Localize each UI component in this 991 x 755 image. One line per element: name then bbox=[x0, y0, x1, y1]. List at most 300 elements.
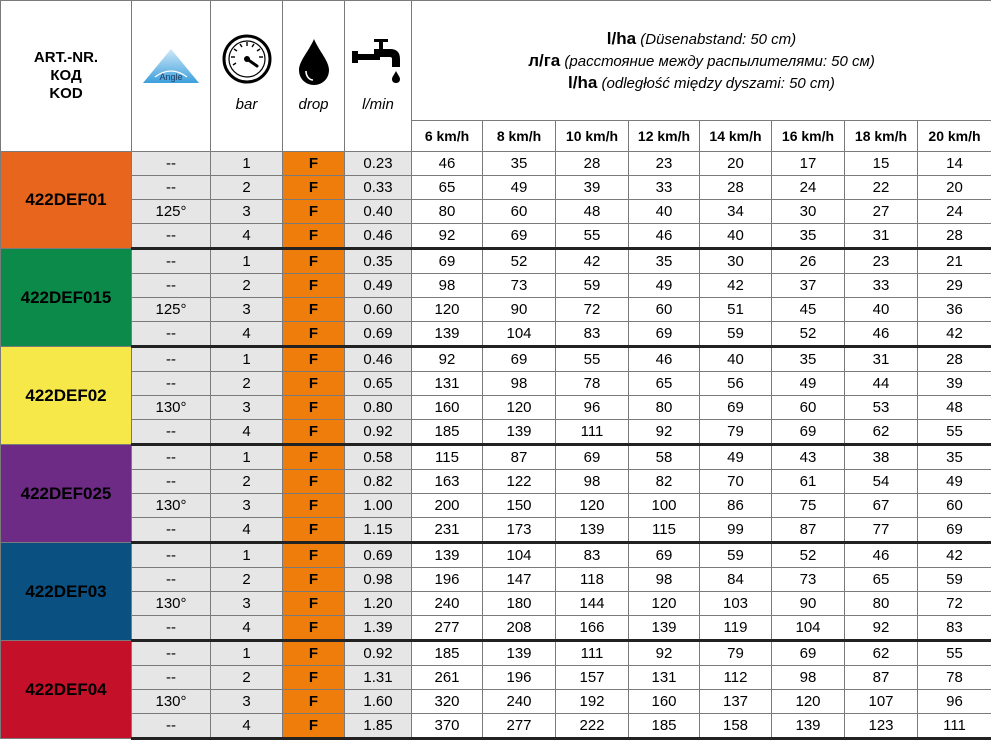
rate-cell: 261 bbox=[412, 666, 483, 690]
rate-cell: 52 bbox=[483, 249, 556, 274]
drop-label: drop bbox=[298, 96, 329, 113]
rate-cell: 185 bbox=[629, 714, 700, 739]
rate-cell: 111 bbox=[556, 420, 629, 445]
rate-cell: 28 bbox=[918, 347, 991, 372]
rate-cell: 92 bbox=[629, 420, 700, 445]
angle-cell: 130° bbox=[132, 592, 211, 616]
rate-cell: 158 bbox=[700, 714, 772, 739]
table-row bbox=[1, 322, 991, 347]
rate-cell: 46 bbox=[629, 347, 700, 372]
drop-size-cell: F bbox=[283, 518, 345, 543]
angle-header bbox=[132, 1, 211, 152]
rate-cell: 35 bbox=[483, 152, 556, 176]
table-row bbox=[1, 470, 991, 494]
rate-cell: 35 bbox=[629, 249, 700, 274]
angle-cell: -- bbox=[132, 641, 211, 666]
nozzle-rows bbox=[1, 152, 991, 739]
rate-cell: 48 bbox=[918, 396, 991, 420]
bar-header bbox=[211, 1, 283, 152]
rate-cell: 39 bbox=[556, 176, 629, 200]
table-row bbox=[1, 592, 991, 616]
rate-cell: 69 bbox=[629, 543, 700, 568]
rate-cell: 139 bbox=[412, 322, 483, 347]
rate-cell: 31 bbox=[845, 224, 918, 249]
speed-header: 6 km/h bbox=[412, 121, 483, 152]
drop-size-cell: F bbox=[283, 176, 345, 200]
drop-size-cell: F bbox=[283, 347, 345, 372]
rate-cell: 115 bbox=[412, 445, 483, 470]
angle-cell: 125° bbox=[132, 200, 211, 224]
rate-cell: 21 bbox=[918, 249, 991, 274]
rate-cell: 40 bbox=[700, 347, 772, 372]
rate-cell: 185 bbox=[412, 641, 483, 666]
rate-cell: 118 bbox=[556, 568, 629, 592]
lha-line-ru: л/га (расстояние между распылителями: 50 см) bbox=[528, 50, 875, 70]
flow-rate-cell: 0.23 bbox=[345, 152, 412, 176]
rate-cell: 53 bbox=[845, 396, 918, 420]
rate-cell: 200 bbox=[412, 494, 483, 518]
rate-cell: 40 bbox=[845, 298, 918, 322]
table-row bbox=[1, 568, 991, 592]
rate-cell: 20 bbox=[918, 176, 991, 200]
flow-rate-cell: 1.00 bbox=[345, 494, 412, 518]
table-row bbox=[1, 641, 991, 666]
rate-cell: 163 bbox=[412, 470, 483, 494]
table-row bbox=[1, 616, 991, 641]
drop-size-cell: F bbox=[283, 714, 345, 739]
rate-cell: 196 bbox=[483, 666, 556, 690]
pressure-cell: 3 bbox=[211, 396, 283, 420]
angle-cell: -- bbox=[132, 224, 211, 249]
nozzle-code: 422DEF02 bbox=[1, 347, 132, 445]
flow-rate-cell: 1.39 bbox=[345, 616, 412, 641]
rate-cell: 69 bbox=[772, 641, 845, 666]
angle-cell: -- bbox=[132, 176, 211, 200]
rate-cell: 39 bbox=[918, 372, 991, 396]
rate-cell: 120 bbox=[629, 592, 700, 616]
rate-cell: 38 bbox=[845, 445, 918, 470]
rate-cell: 139 bbox=[483, 641, 556, 666]
rate-cell: 42 bbox=[918, 322, 991, 347]
rate-cell: 79 bbox=[700, 641, 772, 666]
pressure-cell: 2 bbox=[211, 568, 283, 592]
flow-rate-cell: 0.60 bbox=[345, 298, 412, 322]
flow-rate-cell: 0.46 bbox=[345, 347, 412, 372]
nozzle-code: 422DEF015 bbox=[1, 249, 132, 347]
rate-cell: 96 bbox=[556, 396, 629, 420]
drop-size-cell: F bbox=[283, 494, 345, 518]
flow-rate-cell: 1.31 bbox=[345, 666, 412, 690]
rate-cell: 92 bbox=[412, 347, 483, 372]
rate-cell: 55 bbox=[918, 420, 991, 445]
table-row bbox=[1, 298, 991, 322]
angle-icon bbox=[141, 47, 201, 91]
rate-cell: 15 bbox=[845, 152, 918, 176]
rate-cell: 69 bbox=[412, 249, 483, 274]
rate-cell: 98 bbox=[772, 666, 845, 690]
pressure-cell: 2 bbox=[211, 372, 283, 396]
angle-cell: -- bbox=[132, 445, 211, 470]
lha-line-pl: l/ha (odległość między dyszami: 50 cm) bbox=[568, 72, 835, 92]
rate-cell: 69 bbox=[483, 347, 556, 372]
angle-cell: -- bbox=[132, 420, 211, 445]
rate-cell: 69 bbox=[629, 322, 700, 347]
table-row bbox=[1, 445, 991, 470]
pressure-cell: 2 bbox=[211, 470, 283, 494]
rate-cell: 73 bbox=[772, 568, 845, 592]
pressure-cell: 2 bbox=[211, 666, 283, 690]
rate-cell: 104 bbox=[483, 543, 556, 568]
rate-cell: 222 bbox=[556, 714, 629, 739]
rate-cell: 60 bbox=[772, 396, 845, 420]
pressure-cell: 1 bbox=[211, 445, 283, 470]
rate-cell: 54 bbox=[845, 470, 918, 494]
rate-cell: 160 bbox=[412, 396, 483, 420]
rate-cell: 104 bbox=[772, 616, 845, 641]
rate-cell: 44 bbox=[845, 372, 918, 396]
art-label-line: KOD bbox=[49, 85, 83, 102]
angle-cell: -- bbox=[132, 152, 211, 176]
rate-cell: 26 bbox=[772, 249, 845, 274]
rate-cell: 87 bbox=[845, 666, 918, 690]
drop-size-cell: F bbox=[283, 592, 345, 616]
drop-size-cell: F bbox=[283, 543, 345, 568]
flow-rate-cell: 0.49 bbox=[345, 274, 412, 298]
rate-cell: 27 bbox=[845, 200, 918, 224]
rate-cell: 70 bbox=[700, 470, 772, 494]
rate-cell: 86 bbox=[700, 494, 772, 518]
rate-cell: 139 bbox=[629, 616, 700, 641]
rate-cell: 139 bbox=[483, 420, 556, 445]
rate-cell: 120 bbox=[772, 690, 845, 714]
table-row bbox=[1, 690, 991, 714]
rate-cell: 46 bbox=[629, 224, 700, 249]
rate-cell: 55 bbox=[918, 641, 991, 666]
pressure-cell: 2 bbox=[211, 176, 283, 200]
rate-cell: 45 bbox=[772, 298, 845, 322]
rate-cell: 28 bbox=[918, 224, 991, 249]
rate-cell: 20 bbox=[700, 152, 772, 176]
pressure-cell: 1 bbox=[211, 347, 283, 372]
rate-cell: 59 bbox=[700, 322, 772, 347]
rate-cell: 40 bbox=[629, 200, 700, 224]
rate-cell: 104 bbox=[483, 322, 556, 347]
rate-cell: 90 bbox=[772, 592, 845, 616]
rate-cell: 83 bbox=[556, 543, 629, 568]
rate-cell: 28 bbox=[556, 152, 629, 176]
pressure-cell: 3 bbox=[211, 200, 283, 224]
rate-cell: 111 bbox=[556, 641, 629, 666]
pressure-cell: 1 bbox=[211, 249, 283, 274]
rate-cell: 59 bbox=[556, 274, 629, 298]
drop-size-cell: F bbox=[283, 641, 345, 666]
rate-cell: 277 bbox=[483, 714, 556, 739]
rate-cell: 119 bbox=[700, 616, 772, 641]
rate-cell: 208 bbox=[483, 616, 556, 641]
flow-rate-cell: 0.92 bbox=[345, 641, 412, 666]
droplet-icon bbox=[297, 37, 331, 87]
rate-cell: 31 bbox=[845, 347, 918, 372]
rate-cell: 150 bbox=[483, 494, 556, 518]
rate-cell: 62 bbox=[845, 641, 918, 666]
flow-rate-cell: 1.60 bbox=[345, 690, 412, 714]
rate-cell: 100 bbox=[629, 494, 700, 518]
rate-cell: 56 bbox=[700, 372, 772, 396]
rate-cell: 180 bbox=[483, 592, 556, 616]
rate-cell: 83 bbox=[556, 322, 629, 347]
drop-size-cell: F bbox=[283, 470, 345, 494]
table-row bbox=[1, 518, 991, 543]
rate-cell: 73 bbox=[483, 274, 556, 298]
rate-cell: 92 bbox=[629, 641, 700, 666]
table-row bbox=[1, 372, 991, 396]
rate-cell: 173 bbox=[483, 518, 556, 543]
drop-size-cell: F bbox=[283, 224, 345, 249]
rate-cell: 157 bbox=[556, 666, 629, 690]
rate-cell: 75 bbox=[772, 494, 845, 518]
rate-cell: 28 bbox=[700, 176, 772, 200]
angle-cell: -- bbox=[132, 714, 211, 739]
rate-cell: 90 bbox=[483, 298, 556, 322]
drop-size-cell: F bbox=[283, 322, 345, 347]
rate-cell: 58 bbox=[629, 445, 700, 470]
art-label-line: КОД bbox=[50, 67, 82, 84]
rate-cell: 72 bbox=[556, 298, 629, 322]
pressure-cell: 1 bbox=[211, 152, 283, 176]
angle-cell: -- bbox=[132, 249, 211, 274]
rate-cell: 107 bbox=[845, 690, 918, 714]
angle-cell: 130° bbox=[132, 396, 211, 420]
flow-rate-cell: 0.82 bbox=[345, 470, 412, 494]
rate-cell: 46 bbox=[845, 322, 918, 347]
rate-cell: 98 bbox=[556, 470, 629, 494]
speed-header: 10 km/h bbox=[556, 121, 629, 152]
pressure-cell: 4 bbox=[211, 714, 283, 739]
table-row bbox=[1, 396, 991, 420]
flow-rate-cell: 0.40 bbox=[345, 200, 412, 224]
drop-header bbox=[283, 1, 345, 152]
rate-cell: 69 bbox=[556, 445, 629, 470]
rate-cell: 37 bbox=[772, 274, 845, 298]
pressure-cell: 1 bbox=[211, 641, 283, 666]
application-rate-header bbox=[412, 1, 991, 121]
rate-cell: 160 bbox=[629, 690, 700, 714]
flow-rate-cell: 0.98 bbox=[345, 568, 412, 592]
rate-cell: 111 bbox=[918, 714, 991, 739]
rate-cell: 99 bbox=[700, 518, 772, 543]
table-row bbox=[1, 176, 991, 200]
pressure-cell: 3 bbox=[211, 592, 283, 616]
angle-cell: -- bbox=[132, 372, 211, 396]
nozzle-code: 422DEF025 bbox=[1, 445, 132, 543]
rate-cell: 33 bbox=[629, 176, 700, 200]
flow-rate-cell: 0.46 bbox=[345, 224, 412, 249]
rate-cell: 42 bbox=[556, 249, 629, 274]
rate-cell: 30 bbox=[772, 200, 845, 224]
flow-rate-cell: 0.33 bbox=[345, 176, 412, 200]
angle-cell: -- bbox=[132, 347, 211, 372]
angle-cell: -- bbox=[132, 543, 211, 568]
table-row bbox=[1, 224, 991, 249]
flow-rate-cell: 1.15 bbox=[345, 518, 412, 543]
pressure-cell: 4 bbox=[211, 518, 283, 543]
table-row bbox=[1, 347, 991, 372]
rate-cell: 320 bbox=[412, 690, 483, 714]
rate-cell: 55 bbox=[556, 347, 629, 372]
rate-cell: 22 bbox=[845, 176, 918, 200]
rate-cell: 92 bbox=[412, 224, 483, 249]
drop-size-cell: F bbox=[283, 445, 345, 470]
rate-cell: 78 bbox=[556, 372, 629, 396]
rate-cell: 103 bbox=[700, 592, 772, 616]
rate-cell: 92 bbox=[845, 616, 918, 641]
rate-cell: 122 bbox=[483, 470, 556, 494]
lha-line-de: l/ha (Düsenabstand: 50 cm) bbox=[606, 28, 797, 48]
speed-header: 14 km/h bbox=[700, 121, 772, 152]
rate-cell: 55 bbox=[556, 224, 629, 249]
rate-cell: 46 bbox=[412, 152, 483, 176]
rate-cell: 60 bbox=[918, 494, 991, 518]
rate-cell: 48 bbox=[556, 200, 629, 224]
angle-cell: -- bbox=[132, 322, 211, 347]
rate-cell: 59 bbox=[700, 543, 772, 568]
drop-size-cell: F bbox=[283, 568, 345, 592]
rate-cell: 240 bbox=[412, 592, 483, 616]
rate-cell: 120 bbox=[483, 396, 556, 420]
rate-cell: 144 bbox=[556, 592, 629, 616]
drop-size-cell: F bbox=[283, 420, 345, 445]
pressure-cell: 4 bbox=[211, 322, 283, 347]
pressure-cell: 3 bbox=[211, 298, 283, 322]
table-row bbox=[1, 494, 991, 518]
table-row bbox=[1, 152, 991, 176]
rate-cell: 60 bbox=[483, 200, 556, 224]
rate-cell: 23 bbox=[845, 249, 918, 274]
rate-cell: 112 bbox=[700, 666, 772, 690]
rate-cell: 98 bbox=[629, 568, 700, 592]
flow-rate-cell: 0.92 bbox=[345, 420, 412, 445]
rate-cell: 69 bbox=[700, 396, 772, 420]
drop-size-cell: F bbox=[283, 372, 345, 396]
rate-cell: 49 bbox=[700, 445, 772, 470]
art-label-line: ART.-NR. bbox=[33, 49, 99, 66]
flow-rate-cell: 0.65 bbox=[345, 372, 412, 396]
rate-cell: 65 bbox=[845, 568, 918, 592]
rate-cell: 72 bbox=[918, 592, 991, 616]
rate-cell: 35 bbox=[772, 224, 845, 249]
rate-cell: 84 bbox=[700, 568, 772, 592]
table-row bbox=[1, 543, 991, 568]
rate-cell: 65 bbox=[629, 372, 700, 396]
pressure-cell: 4 bbox=[211, 616, 283, 641]
rate-cell: 35 bbox=[918, 445, 991, 470]
rate-cell: 42 bbox=[700, 274, 772, 298]
rate-cell: 69 bbox=[772, 420, 845, 445]
nozzle-code: 422DEF01 bbox=[1, 152, 132, 249]
drop-size-cell: F bbox=[283, 274, 345, 298]
flow-rate-cell: 0.35 bbox=[345, 249, 412, 274]
rate-cell: 87 bbox=[772, 518, 845, 543]
angle-cell: 130° bbox=[132, 690, 211, 714]
rate-cell: 35 bbox=[772, 347, 845, 372]
rate-cell: 23 bbox=[629, 152, 700, 176]
rate-cell: 52 bbox=[772, 322, 845, 347]
drop-size-cell: F bbox=[283, 298, 345, 322]
rate-cell: 166 bbox=[556, 616, 629, 641]
pressure-cell: 4 bbox=[211, 420, 283, 445]
rate-cell: 131 bbox=[412, 372, 483, 396]
rate-cell: 52 bbox=[772, 543, 845, 568]
rate-cell: 231 bbox=[412, 518, 483, 543]
rate-cell: 115 bbox=[629, 518, 700, 543]
table-row bbox=[1, 249, 991, 274]
rate-cell: 87 bbox=[483, 445, 556, 470]
rate-cell: 67 bbox=[845, 494, 918, 518]
table-row bbox=[1, 714, 991, 739]
speed-header: 8 km/h bbox=[483, 121, 556, 152]
flow-rate-cell: 0.58 bbox=[345, 445, 412, 470]
angle-icon-label: Angle bbox=[159, 72, 183, 82]
pressure-cell: 4 bbox=[211, 224, 283, 249]
angle-cell: -- bbox=[132, 616, 211, 641]
rate-cell: 69 bbox=[483, 224, 556, 249]
pressure-cell: 1 bbox=[211, 543, 283, 568]
pressure-cell: 2 bbox=[211, 274, 283, 298]
speed-header: 16 km/h bbox=[772, 121, 845, 152]
angle-cell: -- bbox=[132, 470, 211, 494]
rate-cell: 17 bbox=[772, 152, 845, 176]
angle-cell: -- bbox=[132, 666, 211, 690]
rate-cell: 192 bbox=[556, 690, 629, 714]
rate-cell: 62 bbox=[845, 420, 918, 445]
drop-size-cell: F bbox=[283, 666, 345, 690]
rate-cell: 43 bbox=[772, 445, 845, 470]
rate-cell: 49 bbox=[918, 470, 991, 494]
rate-cell: 139 bbox=[556, 518, 629, 543]
rate-cell: 147 bbox=[483, 568, 556, 592]
flow-rate-cell: 0.69 bbox=[345, 543, 412, 568]
rate-cell: 82 bbox=[629, 470, 700, 494]
drop-size-cell: F bbox=[283, 616, 345, 641]
angle-cell: -- bbox=[132, 518, 211, 543]
rate-cell: 69 bbox=[918, 518, 991, 543]
speed-header: 12 km/h bbox=[629, 121, 700, 152]
bar-label: bar bbox=[235, 96, 258, 113]
pressure-gauge-icon bbox=[221, 33, 273, 85]
rate-cell: 51 bbox=[700, 298, 772, 322]
speed-header: 20 km/h bbox=[918, 121, 991, 152]
lmin-header bbox=[345, 1, 412, 152]
rate-cell: 49 bbox=[483, 176, 556, 200]
rate-cell: 79 bbox=[700, 420, 772, 445]
rate-cell: 196 bbox=[412, 568, 483, 592]
drop-size-cell: F bbox=[283, 396, 345, 420]
drop-size-cell: F bbox=[283, 152, 345, 176]
rate-cell: 30 bbox=[700, 249, 772, 274]
rate-cell: 46 bbox=[845, 543, 918, 568]
rate-cell: 59 bbox=[918, 568, 991, 592]
table-row bbox=[1, 666, 991, 690]
rate-cell: 36 bbox=[918, 298, 991, 322]
rate-cell: 80 bbox=[629, 396, 700, 420]
rate-cell: 34 bbox=[700, 200, 772, 224]
pressure-cell: 3 bbox=[211, 690, 283, 714]
art-nr-header bbox=[1, 1, 132, 152]
flow-rate-cell: 1.85 bbox=[345, 714, 412, 739]
rate-cell: 185 bbox=[412, 420, 483, 445]
rate-cell: 137 bbox=[700, 690, 772, 714]
rate-cell: 77 bbox=[845, 518, 918, 543]
